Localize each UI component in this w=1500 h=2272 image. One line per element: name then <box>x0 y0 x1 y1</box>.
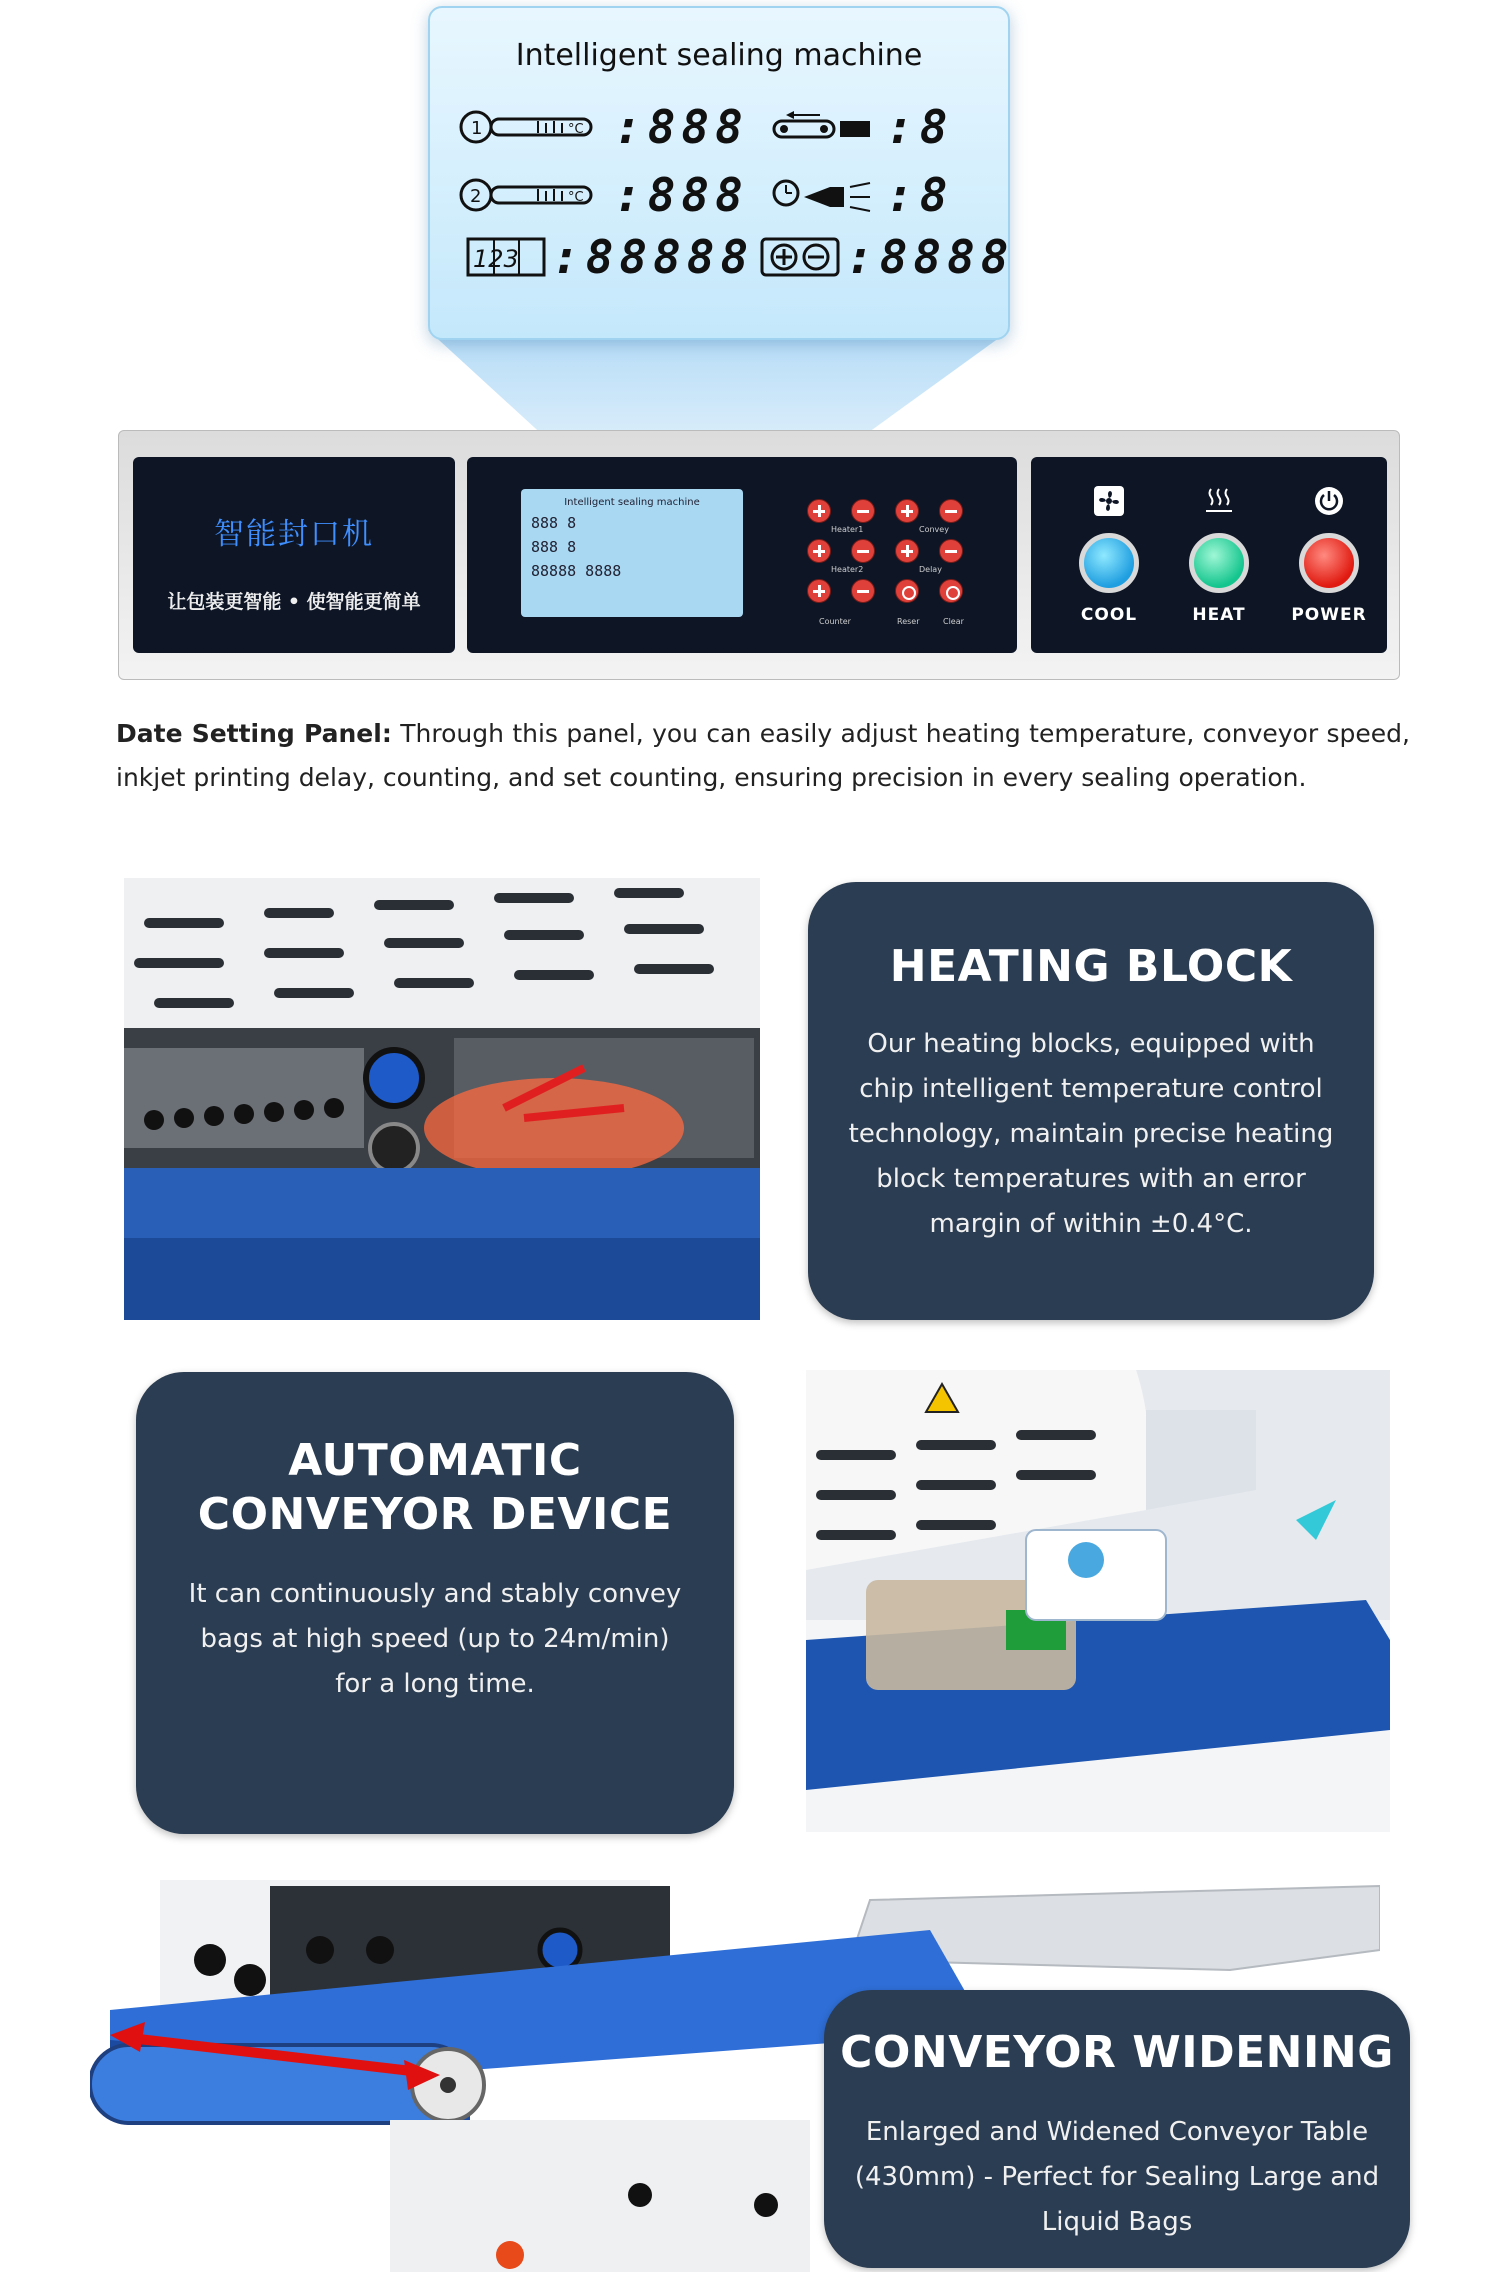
power-label: POWER <box>1291 605 1367 625</box>
set-counter-value: :8888 <box>846 230 1015 284</box>
mini-lcd-line: 888 8 <box>531 538 577 556</box>
lcd-delay-row <box>770 168 953 222</box>
svg-text:°C: °C <box>568 190 584 205</box>
inkjet-delay-icon <box>770 177 880 213</box>
lcd-heater1-row <box>458 100 749 154</box>
svg-text:°C: °C <box>568 122 584 137</box>
mini-lcd-line: 88888 8888 <box>531 562 622 580</box>
automatic-conveyor-photo <box>806 1370 1390 1832</box>
heater1-value: :888 <box>614 100 749 154</box>
conveyor-value: :8 <box>886 100 954 154</box>
mini-lcd-line: 888 8 <box>531 514 577 532</box>
conveyor-widening-card <box>824 1990 1410 2268</box>
power-controls <box>1031 457 1387 653</box>
conveyor-icon <box>770 109 880 145</box>
clear-label: Clear <box>943 617 964 626</box>
fan-icon <box>1093 485 1125 517</box>
conveyor-widening-title: CONVEYOR WIDENING <box>840 2027 1394 2078</box>
heating-block-title: HEATING BLOCK <box>889 941 1293 992</box>
description-text: Through this panel, you can easily adjust heating temperature, conveyor speed, inkjet printing delay, counting, and set counting, ensuring precision in every sealing operation. <box>116 719 1410 792</box>
mini-lcd-title: Intelligent sealing machine <box>564 497 700 508</box>
heating-block-photo <box>124 878 760 1320</box>
svg-text:1: 1 <box>471 118 483 139</box>
counter-icon <box>466 237 546 277</box>
thermometer-1-icon <box>458 109 608 145</box>
reset-label: Reser <box>897 617 920 626</box>
lcd-conveyor-row <box>770 100 953 154</box>
heating-block-illustration <box>124 878 760 1320</box>
heater2-minus-button[interactable] <box>851 539 875 563</box>
delay-minus-button[interactable] <box>939 539 963 563</box>
convey-label: Convey <box>919 525 949 534</box>
heater1-plus-button[interactable] <box>807 499 831 523</box>
description-heading: Date Setting Panel: <box>116 719 392 748</box>
counter-label: Counter <box>819 617 851 626</box>
heater2-plus-button[interactable] <box>807 539 831 563</box>
cool-label: COOL <box>1080 605 1138 625</box>
plus-minus-icon <box>760 237 840 277</box>
heater2-value: :888 <box>614 168 749 222</box>
counter-plus-button[interactable] <box>807 579 831 603</box>
panel-description <box>116 712 1410 800</box>
thermometer-2-icon <box>458 177 608 213</box>
counter-value: :88888 <box>552 230 755 284</box>
keypad <box>807 499 983 603</box>
convey-minus-button[interactable] <box>939 499 963 523</box>
heater2-label: Heater2 <box>831 565 864 574</box>
automatic-conveyor-text: It can continuously and stably convey bags at high speed (up to 24m/min) for a long time. <box>188 1579 682 1699</box>
conveyor-bags-illustration <box>806 1370 1390 1832</box>
heating-block-text: Our heating blocks, equipped with chip intelligent temperature control technology, maintain precise heating block temperatures with an error margin of within ±0.4°C. <box>848 1029 1334 1239</box>
heat-button[interactable] <box>1189 533 1249 593</box>
delay-plus-button[interactable] <box>895 539 919 563</box>
automatic-conveyor-title: AUTOMATIC CONVEYOR DEVICE <box>197 1435 673 1540</box>
lcd-set-counter-row <box>760 230 1014 284</box>
svg-text:2: 2 <box>470 186 482 207</box>
reset-button[interactable] <box>895 579 919 603</box>
heating-block-card <box>808 882 1374 1320</box>
machine-control-panel <box>118 430 1400 680</box>
lcd-title: Intelligent sealing machine <box>515 38 923 73</box>
automatic-conveyor-card <box>136 1372 734 1834</box>
lcd-zoom-display <box>428 6 1015 340</box>
counter-icon-text: 123 <box>473 245 519 273</box>
convey-plus-button[interactable] <box>895 499 919 523</box>
clear-button[interactable] <box>939 579 963 603</box>
heat-icon <box>1203 485 1235 517</box>
delay-value: :8 <box>886 168 954 222</box>
lcd-heater2-row <box>458 168 749 222</box>
heater1-label: Heater1 <box>831 525 864 534</box>
power-icon <box>1313 485 1345 517</box>
power-button[interactable] <box>1299 533 1359 593</box>
brand-title: 智能封口机 <box>214 517 374 552</box>
brand-slogan: 让包装更智能 • 使智能更简单 <box>167 591 421 613</box>
counter-minus-button[interactable] <box>851 579 875 603</box>
heat-label: HEAT <box>1192 605 1246 625</box>
conveyor-widening-text: Enlarged and Widened Conveyor Table (430mm) - Perfect for Sealing Large and Liquid Bags <box>854 2117 1380 2237</box>
delay-label: Delay <box>919 565 942 574</box>
control-keypad-area <box>467 457 1017 653</box>
lcd-counter-row <box>466 230 754 284</box>
cool-button[interactable] <box>1079 533 1139 593</box>
brand-plate <box>133 457 455 653</box>
mini-lcd <box>521 489 743 617</box>
heater1-minus-button[interactable] <box>851 499 875 523</box>
